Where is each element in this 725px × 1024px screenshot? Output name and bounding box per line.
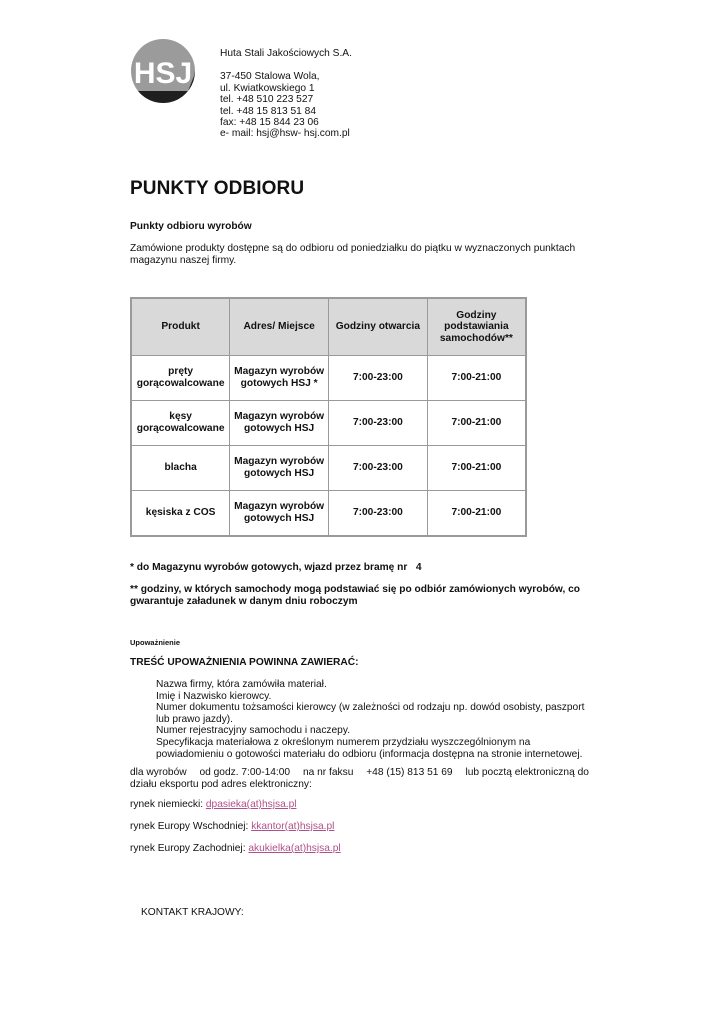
domestic-contact-heading: KONTAKT KRAJOWY: xyxy=(141,907,244,918)
gate-note xyxy=(130,562,422,573)
list-item: Numer dokumentu tożsamości kierowcy (w zależności od rodzaju np. dowód osobisty, paszport lub prawo jazdy). xyxy=(156,702,585,725)
cell-product: blacha xyxy=(131,446,230,491)
email-link[interactable]: akukielka(at)hsjsa.pl xyxy=(248,843,341,854)
orders-fax-number: +48 (15) 813 51 69 xyxy=(366,767,453,778)
list-item: Nazwa firmy, która zamówiła materiał. xyxy=(156,679,327,690)
page-title: PUNKTY ODBIORU xyxy=(130,178,305,199)
cell-address: Magazyn wyrobów gotowych HSJ xyxy=(230,491,329,537)
cell-opening-hours: 7:00-23:00 xyxy=(329,491,428,537)
cell-product: kęsiska z COS xyxy=(131,491,230,537)
market-label: rynek niemiecki: xyxy=(130,799,204,810)
email-link[interactable]: kkantor(at)hsjsa.pl xyxy=(251,821,335,832)
hsj-logo xyxy=(130,38,196,104)
list-item: Imię i Nazwisko kierowcy. xyxy=(156,690,272,702)
gate-note-text: * do Magazynu wyrobów gotowych, wjazd przez bramę nr xyxy=(130,562,408,573)
header-opening-hours: Godziny otwarcia xyxy=(329,298,428,356)
cell-vehicle-hours: 7:00-21:00 xyxy=(427,491,526,537)
market-german xyxy=(130,799,297,810)
market-label: rynek Europy Zachodniej: xyxy=(130,843,246,854)
header-product: Produkt xyxy=(131,298,230,356)
cell-product: kęsy gorącowalcowane xyxy=(131,401,230,446)
cell-address: Magazyn wyrobów gotowych HSJ * xyxy=(230,356,329,401)
address-line: 37-450 Stalowa Wola, xyxy=(220,71,320,83)
logo-text: HSJ xyxy=(133,57,193,90)
market-eastern-europe xyxy=(130,821,334,832)
table-row xyxy=(131,446,526,491)
table-row xyxy=(131,491,526,537)
email-line: e- mail: hsj@hsw- hsj.com.pl xyxy=(220,128,350,140)
cell-address: Magazyn wyrobów gotowych HSJ xyxy=(230,446,329,491)
intro-text: Zamówione produkty dostępne są do odbioru od poniedziałku do piątku w wyznaczonych punktach magazynu naszej firmy. xyxy=(130,243,576,266)
cell-opening-hours: 7:00-23:00 xyxy=(329,446,428,491)
company-block xyxy=(220,48,352,140)
authorization-label: Upoważnienie xyxy=(130,638,181,647)
cell-product: pręty gorącowalcowane xyxy=(131,356,230,401)
orders-email-text: lub pocztą elektroniczną do działu eksportu pod adres elektroniczny: xyxy=(130,767,589,790)
market-label: rynek Europy Wschodniej: xyxy=(130,821,249,832)
pickup-points-table xyxy=(130,297,527,537)
fax-line: fax: +48 15 844 23 06 xyxy=(220,117,319,129)
header-vehicle-hours: Godziny podstawiania samochodów** xyxy=(427,298,526,356)
address-line: ul. Kwiatkowskiego 1 xyxy=(220,82,315,94)
cell-address: Magazyn wyrobów gotowych HSJ xyxy=(230,401,329,446)
orders-fax-label: na nr faksu xyxy=(302,767,354,778)
table-row xyxy=(131,401,526,446)
phone-line: tel. +48 15 813 51 84 xyxy=(220,105,317,117)
orders-paragraph xyxy=(130,767,590,791)
table-row xyxy=(131,356,526,401)
email-link[interactable]: dpasieka(at)hsjsa.pl xyxy=(205,799,297,810)
company-name: Huta Stali Jakościowych S.A. xyxy=(220,48,352,59)
header-address: Adres/ Miejsce xyxy=(230,298,329,356)
orders-text: dla wyrobów xyxy=(130,767,187,778)
cell-vehicle-hours: 7:00-21:00 xyxy=(427,401,526,446)
orders-hours: od godz. 7:00-14:00 xyxy=(199,767,291,778)
cell-vehicle-hours: 7:00-21:00 xyxy=(427,446,526,491)
authorization-requirements xyxy=(156,679,591,760)
phone-line: tel. +48 510 223 527 xyxy=(220,94,314,106)
table-header-row xyxy=(131,298,526,356)
hours-note: ** godziny, w których samochody mogą podstawiać się po odbiór zamówionych wyrobów, co gwarantuje załadunek w danym dniu roboczym xyxy=(130,584,581,607)
gate-number: 4 xyxy=(415,562,422,573)
cell-opening-hours: 7:00-23:00 xyxy=(329,401,428,446)
section-subheading: Punkty odbioru wyrobów xyxy=(130,221,252,232)
market-western-europe xyxy=(130,843,341,854)
list-item: Specyfikacja materiałowa z określonym numerem przydziału wyszczególnionym na powiadomieniu o gotowości materiału do odbioru (informacja dostępna na stronie internetowej. xyxy=(156,736,583,760)
cell-vehicle-hours: 7:00-21:00 xyxy=(427,356,526,401)
cell-opening-hours: 7:00-23:00 xyxy=(329,356,428,401)
authorization-heading: TREŚĆ UPOWAŻNIENIA POWINNA ZAWIERAĆ: xyxy=(130,657,359,668)
list-item: Numer rejestracyjny samochodu i naczepy. xyxy=(156,725,351,737)
